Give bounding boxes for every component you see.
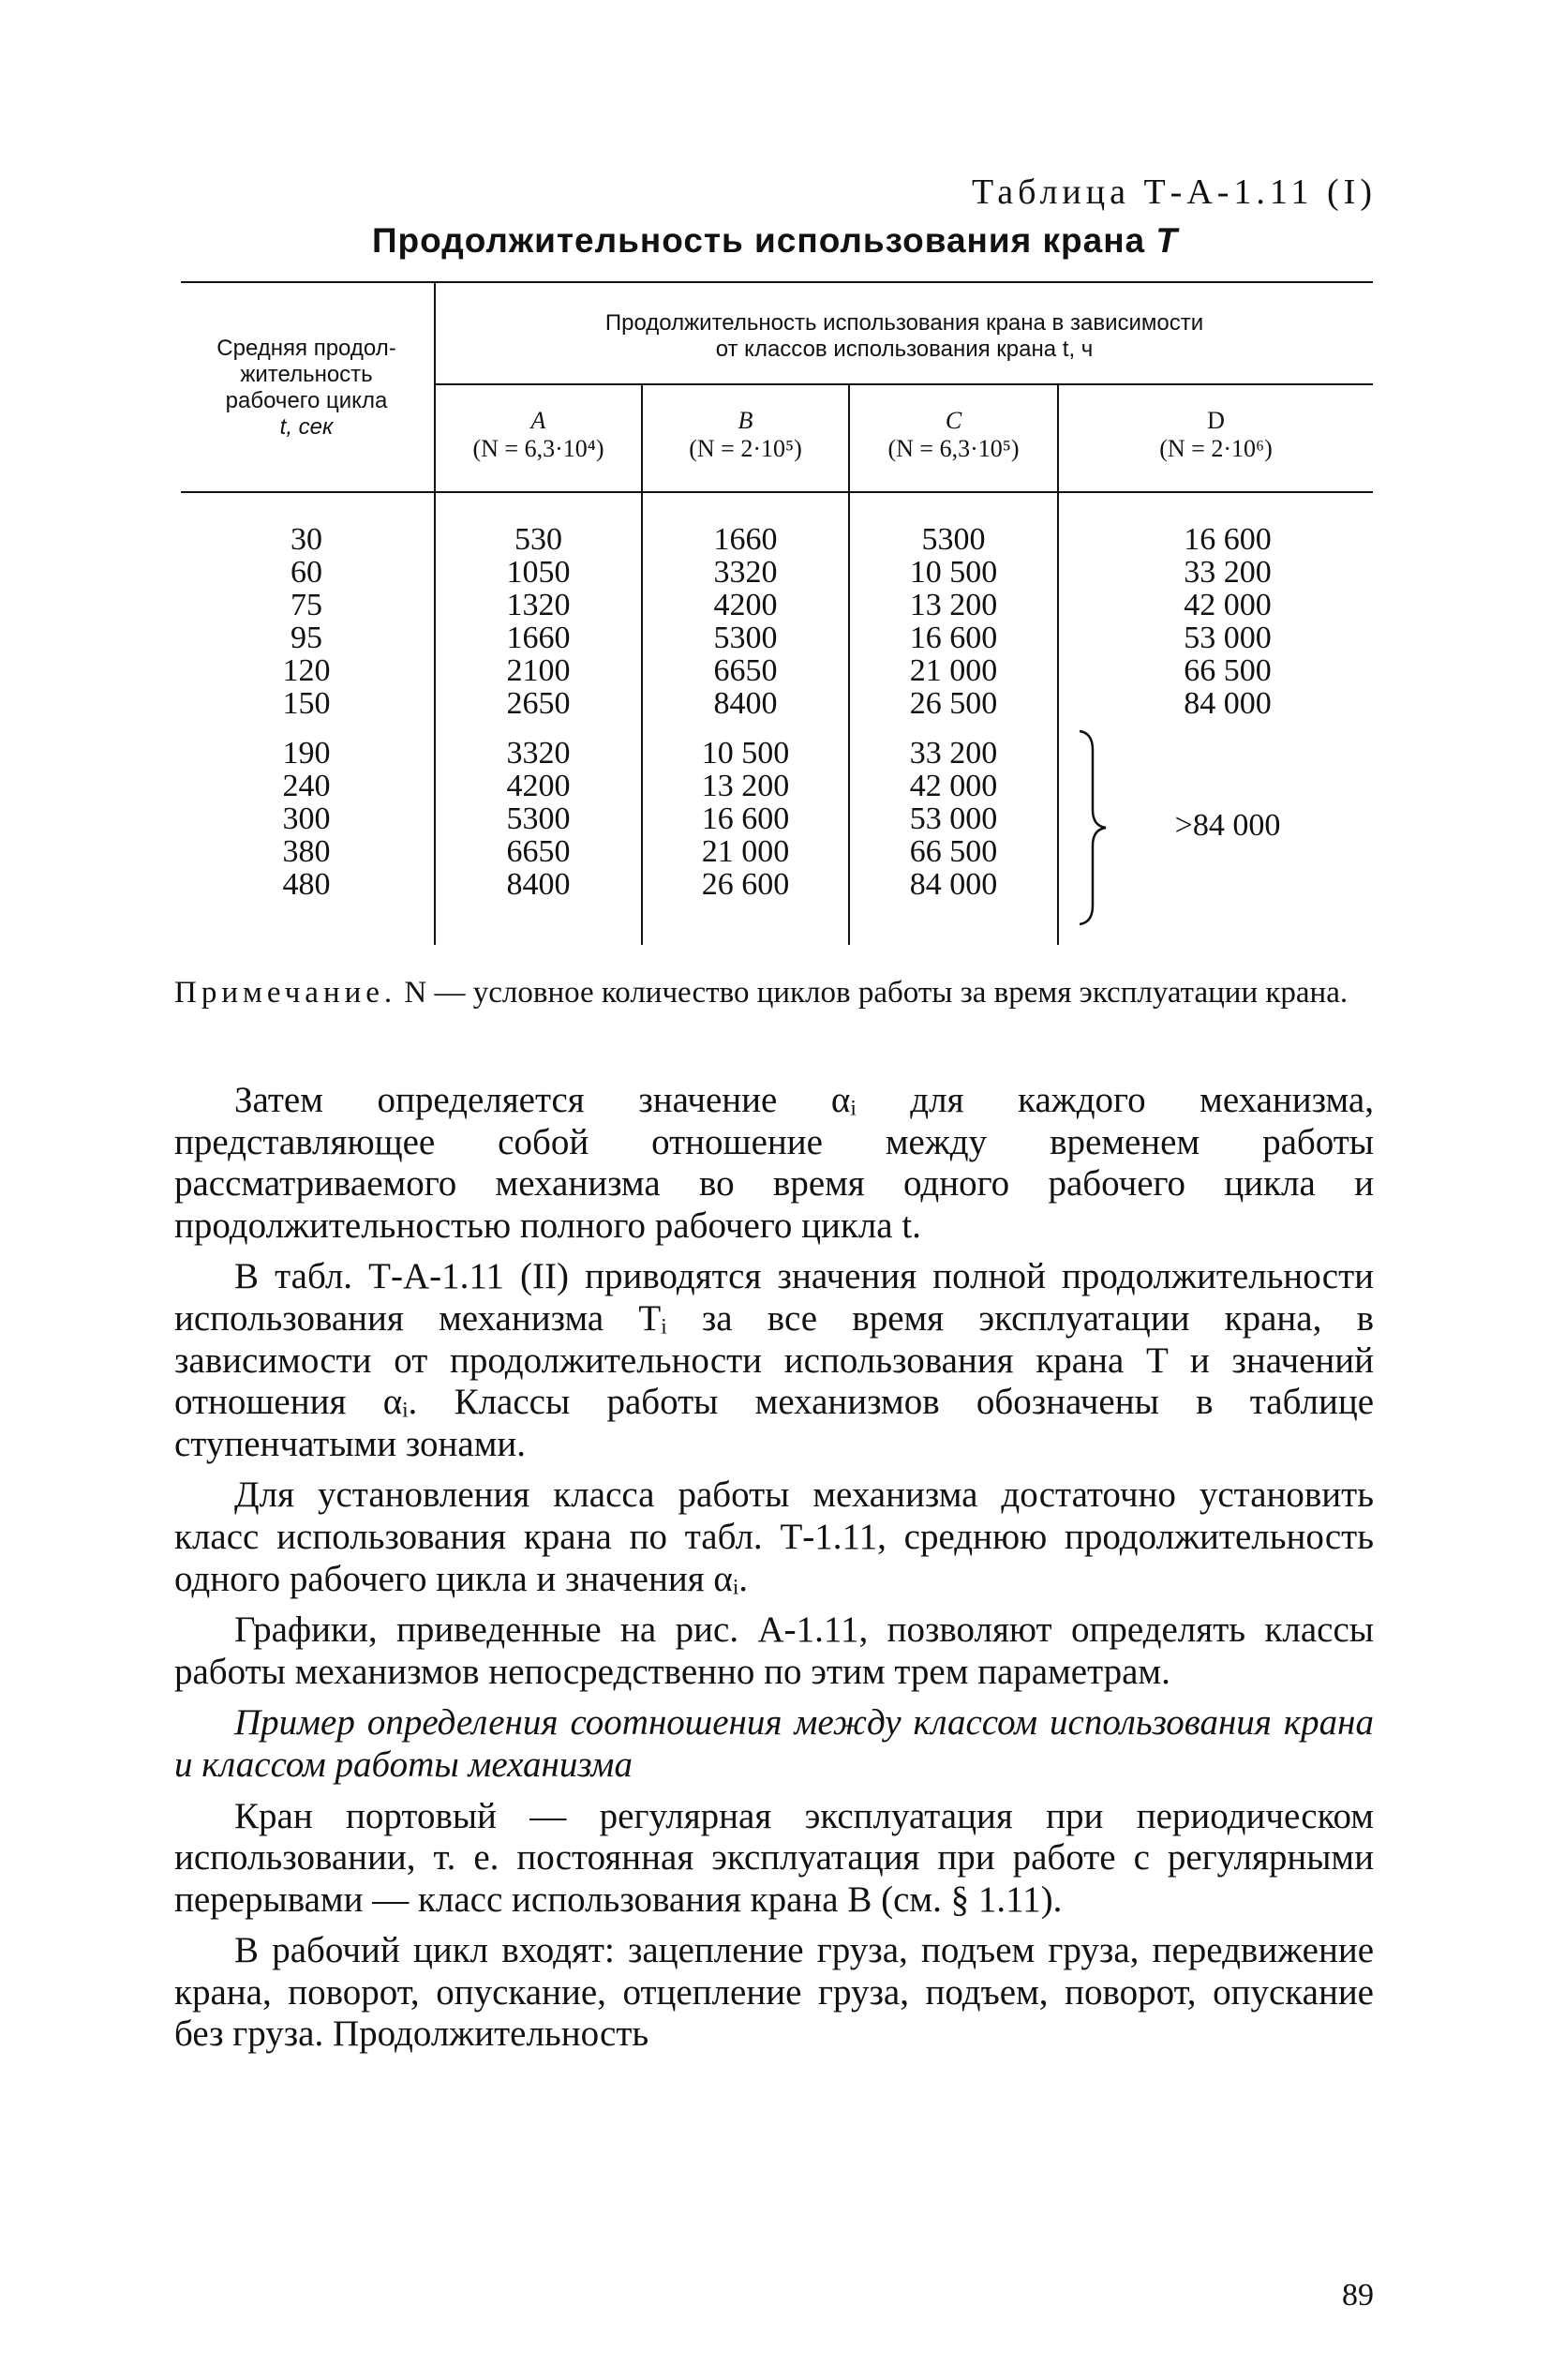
table-cell: 300 bbox=[282, 801, 331, 836]
row-header-line-3: рабочего цикла bbox=[225, 388, 388, 413]
table-cell: 13 200 bbox=[701, 769, 790, 803]
table-cell: 84 000 bbox=[1184, 686, 1272, 721]
table-cell: 1660 bbox=[713, 522, 778, 557]
note-text: N — условное количество циклов работы за время эксплуатации крана. bbox=[404, 976, 1349, 1010]
group-header-line-1: Продолжительность использования крана в зависимости bbox=[604, 310, 1204, 336]
table-title-symbol: T bbox=[1155, 221, 1179, 260]
col-header-c bbox=[850, 407, 1057, 463]
col-class-d bbox=[1148, 523, 1307, 720]
table-cell: 150 bbox=[282, 686, 331, 721]
table-cell: 5300 bbox=[506, 801, 571, 836]
table-cell: 3320 bbox=[506, 736, 571, 771]
table-cell: 42 000 bbox=[909, 769, 998, 803]
table-cell: 4200 bbox=[713, 588, 778, 622]
table-cell: 530 bbox=[514, 522, 562, 557]
table-cell: 6650 bbox=[713, 653, 778, 688]
col-header-b-class: B bbox=[738, 407, 753, 434]
col-header-a-n: (N = 6,3·10⁴) bbox=[472, 435, 604, 462]
table-cell: 13 200 bbox=[909, 588, 998, 622]
paragraph-1: Затем определяется значение αᵢ для каждого механизма, представляющее собой отношение между временем работы рассматриваемого механизма во время одного рабочего цикла и продолжительностью полного рабочего цикла t. bbox=[174, 1080, 1374, 1246]
table-cell: 380 bbox=[282, 834, 331, 869]
table-cell: 120 bbox=[282, 653, 331, 688]
table-cell: 21 000 bbox=[701, 834, 790, 869]
table-title bbox=[0, 221, 1550, 261]
table-cell: 53 000 bbox=[909, 801, 998, 836]
paragraph-4: Графики, приведенные на рис. А-1.11, позволяют определять классы работы механизмов непосредственно по этим трем параметрам. bbox=[174, 1609, 1374, 1692]
col-header-b bbox=[643, 407, 848, 463]
table-cell: 190 bbox=[282, 736, 331, 771]
table-header-bottom-rule bbox=[181, 491, 1373, 493]
table-cell: 1050 bbox=[506, 555, 571, 590]
row-header-line-1: Средняя продол- bbox=[216, 336, 396, 361]
col-header-c-class: C bbox=[945, 407, 962, 434]
table-cell: 10 500 bbox=[909, 555, 998, 590]
row-header-cell bbox=[181, 336, 432, 441]
table-title-text: Продолжительность использования крана bbox=[371, 221, 1146, 260]
col-header-c-n: (N = 6,3·10⁵) bbox=[887, 435, 1020, 462]
table-cell: 60 bbox=[291, 555, 322, 590]
table-cell: 84 000 bbox=[909, 867, 998, 902]
table-cell: 21 000 bbox=[909, 653, 998, 688]
table-cell: 6650 bbox=[506, 834, 571, 869]
table-cell: 240 bbox=[282, 769, 331, 803]
table-cell: 26 500 bbox=[909, 686, 998, 721]
table-cell: 8400 bbox=[713, 686, 778, 721]
table-cell: 4200 bbox=[506, 769, 571, 803]
paragraph-6: Кран портовый — регулярная эксплуатация при периодическом использовании, т. е. постоянная эксплуатация при работе с регулярными перерывами — класс использования крана B (см. § 1.11). bbox=[174, 1795, 1374, 1920]
table-top-rule bbox=[181, 281, 1373, 283]
table-vline-4 bbox=[1057, 385, 1059, 945]
table-cell: 26 600 bbox=[701, 867, 790, 902]
col-class-a bbox=[436, 523, 641, 901]
col-header-d-class: D bbox=[1207, 407, 1225, 434]
table-cell: 16 600 bbox=[701, 801, 790, 836]
page-number: 89 bbox=[1342, 2278, 1374, 2313]
table-cell: 2650 bbox=[506, 686, 571, 721]
table-cell: 16 600 bbox=[1184, 522, 1272, 557]
col-header-d bbox=[1059, 407, 1373, 463]
col-header-d-n: (N = 2·10⁶) bbox=[1159, 435, 1273, 462]
right-brace-icon bbox=[1076, 729, 1113, 926]
table-cell: 1660 bbox=[506, 621, 571, 655]
col-header-a bbox=[436, 407, 641, 463]
col-class-c bbox=[850, 523, 1057, 901]
col-d-range-value: >84 000 bbox=[1174, 808, 1281, 843]
table-cell: 5300 bbox=[713, 621, 778, 655]
col-cycle-times bbox=[181, 523, 432, 901]
table-cell: 1320 bbox=[506, 588, 571, 622]
table-cell: 42 000 bbox=[1184, 588, 1272, 622]
paragraph-7: В рабочий цикл входят: зацепление груза, подъем груза, передвижение крана, поворот, опускание, отцепление груза, подъем, поворот, опускание без груза. Продолжительность bbox=[174, 1930, 1374, 2055]
table-cell: 66 500 bbox=[1184, 653, 1272, 688]
table-cell: 3320 bbox=[713, 555, 778, 590]
body-text bbox=[174, 1080, 1374, 2056]
group-header-cell bbox=[436, 310, 1373, 363]
row-header-line-4: t, сек bbox=[279, 414, 334, 440]
paragraph-2: В табл. Т-А-1.11 (II) приводятся значения полной продолжительности использования механизма Tᵢ за все время эксплуатации крана, в зависимости от продолжительности использования крана T и значений отношения αᵢ. Классы работы механизмов обозначены в таблице ступенчатыми зонами. bbox=[174, 1256, 1374, 1464]
col-class-b bbox=[643, 523, 848, 901]
table-cell: 33 200 bbox=[909, 736, 998, 771]
table-cell: 66 500 bbox=[909, 834, 998, 869]
group-header-line-2: от классов использования крана t, ч bbox=[715, 337, 1094, 362]
col-header-b-n: (N = 2·10⁵) bbox=[689, 435, 802, 462]
table-cell: 480 bbox=[282, 867, 331, 902]
table-cell: 2100 bbox=[506, 653, 571, 688]
paragraph-3: Для установления класса работы механизма достаточно установить класс использования крана по табл. Т-1.11, среднюю продолжительность одного рабочего цикла и значения αᵢ. bbox=[174, 1474, 1374, 1599]
table-cell: 30 bbox=[291, 522, 322, 557]
table-cell: 75 bbox=[291, 588, 322, 622]
row-header-line-2: жительность bbox=[240, 362, 373, 387]
table-cell: 10 500 bbox=[701, 736, 790, 771]
table-cell: 8400 bbox=[506, 867, 571, 902]
table-cell: 95 bbox=[291, 621, 322, 655]
table-cell: 33 200 bbox=[1184, 555, 1272, 590]
table-subheader-rule bbox=[436, 383, 1373, 385]
col-header-a-class: A bbox=[530, 407, 546, 434]
table-cell: 5300 bbox=[921, 522, 986, 557]
table-cell: 16 600 bbox=[909, 621, 998, 655]
note-label: Примечание. bbox=[174, 976, 397, 1010]
example-heading: Пример определения соотношения между классом использования крана и классом работы механизма bbox=[174, 1702, 1374, 1785]
table-cell: 53 000 bbox=[1184, 621, 1272, 655]
table-label: Таблица Т-А-1.11 (I) bbox=[971, 172, 1377, 212]
table-note bbox=[174, 974, 1393, 1011]
